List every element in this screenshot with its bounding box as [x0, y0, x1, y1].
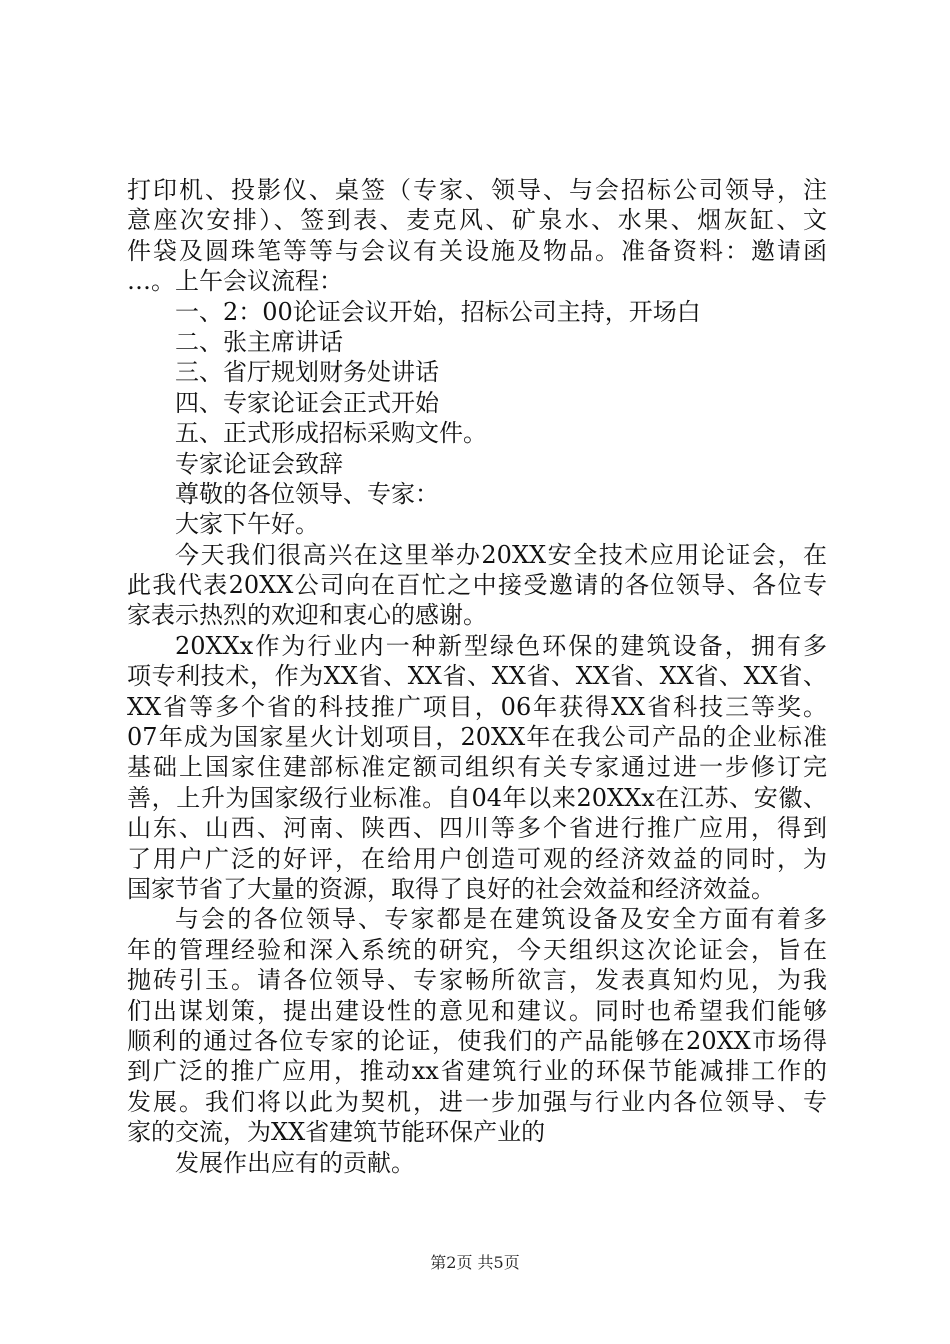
text-line: 07年成为国家星火计划项目，20XX年在我公司产品的企业标准 — [127, 723, 827, 752]
text-line: 尊敬的各位领导、专家： — [175, 479, 439, 508]
text-line: 善，上升为国家级行业标准。自04年以来20XXx在江苏、安徽、 — [127, 783, 827, 812]
text-line: 五、正式形成招标采购文件。 — [175, 419, 487, 448]
text-line: 件袋及圆珠笔等等与会议有关设施及物品。准备资料：邀请函 — [127, 236, 827, 265]
text-line: 年的管理经验和深入系统的研究，今天组织这次论证会，旨在 — [127, 935, 827, 964]
text-line: 国家节省了大量的资源，取得了良好的社会效益和经济效益。 — [127, 874, 775, 903]
text-line: 了用户广泛的好评，在给用户创造可观的经济效益的同时，为 — [127, 844, 827, 873]
text-line: …。上午会议流程： — [127, 267, 343, 296]
text-line: 意座次安排）、签到表、麦克风、矿泉水、水果、烟灰缸、文 — [127, 206, 827, 235]
text-line: 发展作出应有的贡献。 — [175, 1148, 415, 1177]
text-line: 到广泛的推广应用，推动xx省建筑行业的环保节能减排工作的 — [127, 1057, 827, 1086]
text-line: 三、省厅规划财务处讲话 — [175, 358, 439, 387]
text-line: 山东、山西、河南、陕西、四川等多个省进行推广应用，得到 — [127, 814, 827, 843]
text-line: 抛砖引玉。请各位领导、专家畅所欲言，发表真知灼见，为我 — [127, 966, 827, 995]
text-line: 20XXx作为行业内一种新型绿色环保的建筑设备，拥有多 — [175, 631, 827, 660]
text-line: 们出谋划策，提出建设性的意见和建议。同时也希望我们能够 — [127, 996, 827, 1025]
text-line: 大家下午好。 — [175, 510, 319, 539]
text-line: 二、张主席讲话 — [175, 327, 343, 356]
text-line: 一、2：00论证会议开始，招标公司主持，开场白 — [175, 297, 701, 326]
text-line: 家的交流，为XX省建筑节能环保产业的 — [127, 1118, 546, 1147]
text-line: 今天我们很高兴在这里举办20XX安全技术应用论证会，在 — [175, 540, 827, 569]
document-body — [127, 175, 827, 1178]
text-line: 家表示热烈的欢迎和衷心的感谢。 — [127, 601, 487, 630]
text-line: 项专利技术，作为XX省、XX省、XX省、XX省、XX省、XX省、 — [127, 662, 827, 691]
text-line: XX省等多个省的科技推广项目，06年获得XX省科技三等奖。 — [127, 692, 827, 721]
text-line: 专家论证会致辞 — [175, 449, 343, 478]
text-line: 发展。我们将以此为契机，进一步加强与行业内各位领导、专 — [127, 1087, 827, 1116]
text-line: 顺利的通过各位专家的论证，使我们的产品能够在20XX市场得 — [127, 1026, 827, 1055]
text-line: 与会的各位领导、专家都是在建筑设备及安全方面有着多 — [175, 905, 827, 934]
text-line: 打印机、投影仪、桌签（专家、领导、与会招标公司领导，注 — [127, 176, 827, 204]
text-line: 此我代表20XX公司向在百忙之中接受邀请的各位领导、各位专 — [127, 571, 827, 600]
page-footer: 第2页 共5页 — [430, 1253, 520, 1272]
text-line: 四、专家论证会正式开始 — [175, 388, 439, 417]
text-line: 基础上国家住建部标准定额司组织有关专家通过进一步修订完 — [127, 753, 827, 782]
